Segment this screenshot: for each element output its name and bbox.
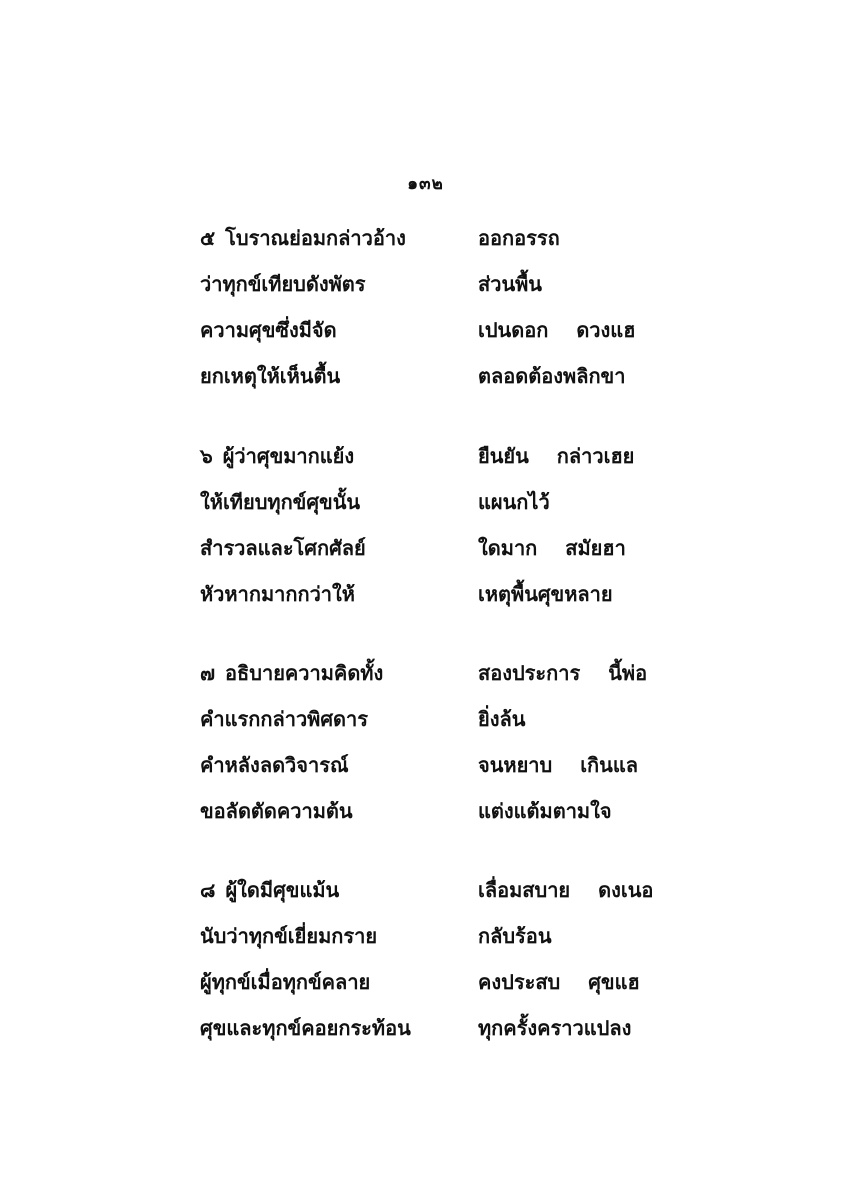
verse-right: ตลอดต้องพลิกขา	[478, 364, 626, 388]
verse-right-2: เกินแล	[580, 753, 638, 777]
verse-left: ศุขและทุกข์คอยกระท้อน	[200, 1016, 411, 1040]
verse-left: ผู้ใดมีศุขแม้น	[225, 878, 340, 902]
verse-right-2: ดงเนอ	[598, 878, 654, 902]
verse-right: ยิ่งล้น	[478, 707, 526, 731]
verse-line	[0, 268, 851, 314]
verse-left: อธิบายความคิดทั้ง	[225, 661, 384, 685]
page-number: ๑๓๒	[407, 174, 444, 194]
verse-line	[0, 874, 851, 920]
verse-line	[0, 440, 851, 486]
verse-right: ส่วนพื้น	[478, 272, 542, 296]
verse-left: ผู้ว่าศุขมากแย้ง	[222, 444, 355, 468]
stanza-number: ๕	[200, 226, 216, 250]
verse-right-2: สมัยฮา	[565, 536, 626, 560]
stanza-number: ๗	[200, 661, 216, 685]
verse-left: ขอลัดตัดความต้น	[200, 799, 353, 823]
verse-right: กลับร้อน	[478, 924, 552, 948]
verse-line	[0, 486, 851, 532]
verse-right-2: นี้พ่อ	[608, 661, 648, 685]
verse-right: คงประสบ	[478, 970, 561, 994]
verse-line	[0, 703, 851, 749]
verse-left: ให้เทียบทุกข์ศุขนั้น	[200, 490, 361, 514]
verse-left: ว่าทุกข์เทียบดังพัตร	[200, 272, 366, 296]
verse-right: สองประการ	[478, 661, 581, 685]
verse-line	[0, 920, 851, 966]
verse-right: ยืนยัน	[478, 444, 529, 468]
verse-right: เหตุพื้นศุขหลาย	[478, 582, 613, 606]
verse-right: จนหยาบ	[478, 753, 553, 777]
verse-left: โบราณย่อมกล่าวอ้าง	[225, 226, 406, 250]
verse-line	[0, 657, 851, 703]
verse-left: หัวหากมากกว่าให้	[200, 582, 355, 606]
verse-right-2: ดวงแฮ	[576, 318, 636, 342]
verse-line	[0, 578, 851, 624]
verse-right-2: ศุขแฮ	[588, 970, 640, 994]
verse-left: สำรวลและโศกศัลย์	[200, 536, 366, 560]
verse-right: ใดมาก	[478, 536, 538, 560]
verse-left: คำแรกกล่าวพิศดาร	[200, 707, 369, 731]
verse-right: ทุกครั้งคราวแปลง	[478, 1016, 632, 1040]
verse-left: ยกเหตุให้เห็นตื้น	[200, 364, 341, 388]
verse-line	[0, 222, 851, 268]
verse-right: แต่งแต้มตามใจ	[478, 799, 612, 823]
stanza-number: ๖	[200, 444, 213, 468]
verse-left: ผู้ทุกข์เมื่อทุกข์คลาย	[200, 970, 371, 994]
verse-line	[0, 314, 851, 360]
verse-line	[0, 532, 851, 578]
verse-right: เลื่อมสบาย	[478, 878, 571, 902]
verse-left: ความศุขซึ่งมีจัด	[200, 318, 337, 342]
verse-line	[0, 749, 851, 795]
verse-right: ออกอรรถ	[478, 226, 560, 250]
verse-right: เปนดอก	[478, 318, 549, 342]
verse-left: คำหลังลดวิจารณ์	[200, 753, 349, 777]
verse-line	[0, 1012, 851, 1058]
verse-left: นับว่าทุกข์เยี่ยมกราย	[200, 924, 378, 948]
verse-line	[0, 966, 851, 1012]
stanza-number: ๘	[200, 878, 216, 902]
verse-right: แผนกไว้	[478, 490, 550, 514]
verse-line	[0, 795, 851, 841]
verse-line	[0, 360, 851, 406]
verse-right-2: กล่าวเฮย	[556, 444, 635, 468]
